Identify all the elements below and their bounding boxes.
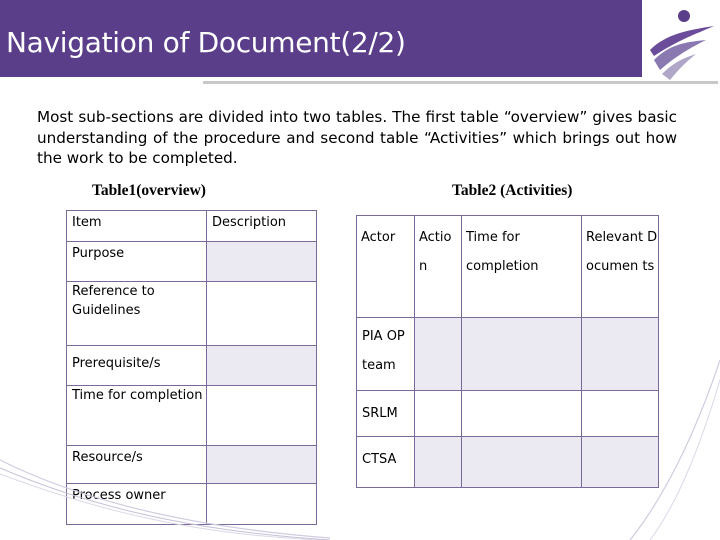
table2-cell <box>462 391 582 437</box>
table2-header-time: Time for completion <box>462 216 582 318</box>
table1-row-label: Process owner <box>67 484 207 525</box>
table2-header-actor: Actor <box>357 216 415 318</box>
table-row <box>67 282 317 346</box>
slide-title: Navigation of Document(2/2) <box>6 26 406 59</box>
decorative-swoosh-left <box>0 430 340 540</box>
intro-paragraph: Most sub-sections are divided into two tables. The first table “overview” gives basic understanding of the procedure and second table “Activities” which brings out how the work to be completed. <box>37 108 677 167</box>
table1-description-cell <box>207 242 317 282</box>
title-underline <box>203 81 718 84</box>
table1-description-cell <box>207 282 317 346</box>
table2-cell <box>415 391 462 437</box>
table1-row-label: Purpose <box>67 242 207 282</box>
table2-cell <box>462 318 582 391</box>
table2-cell <box>415 318 462 391</box>
table-row <box>67 242 317 282</box>
table1-row-label: Time for completion <box>67 386 207 446</box>
table2-caption: Table2 (Activities) <box>452 182 573 199</box>
table2-row-label: PIA OP team <box>357 318 415 391</box>
table2-header-action: Actio n <box>415 216 462 318</box>
logo-icon <box>644 4 718 80</box>
decorative-swoosh-right <box>590 360 720 540</box>
table1-row-label: Prerequisite/s <box>67 346 207 386</box>
table1-row-label: Resource/s <box>67 446 207 484</box>
table2-cell <box>415 437 462 488</box>
table1-header-description: Description <box>207 211 317 242</box>
table2-header-documents: Relevant Documen ts <box>582 216 659 318</box>
table-row <box>67 346 317 386</box>
table2-cell <box>462 437 582 488</box>
table2-row-label: CTSA <box>357 437 415 488</box>
table1-row-label: Reference to Guidelines <box>67 282 207 346</box>
table2-row-label: SRLM <box>357 391 415 437</box>
title-bar <box>0 0 642 77</box>
table1-caption: Table1(overview) <box>92 182 206 199</box>
table1-header-item: Item <box>67 211 207 242</box>
table1-description-cell <box>207 346 317 386</box>
